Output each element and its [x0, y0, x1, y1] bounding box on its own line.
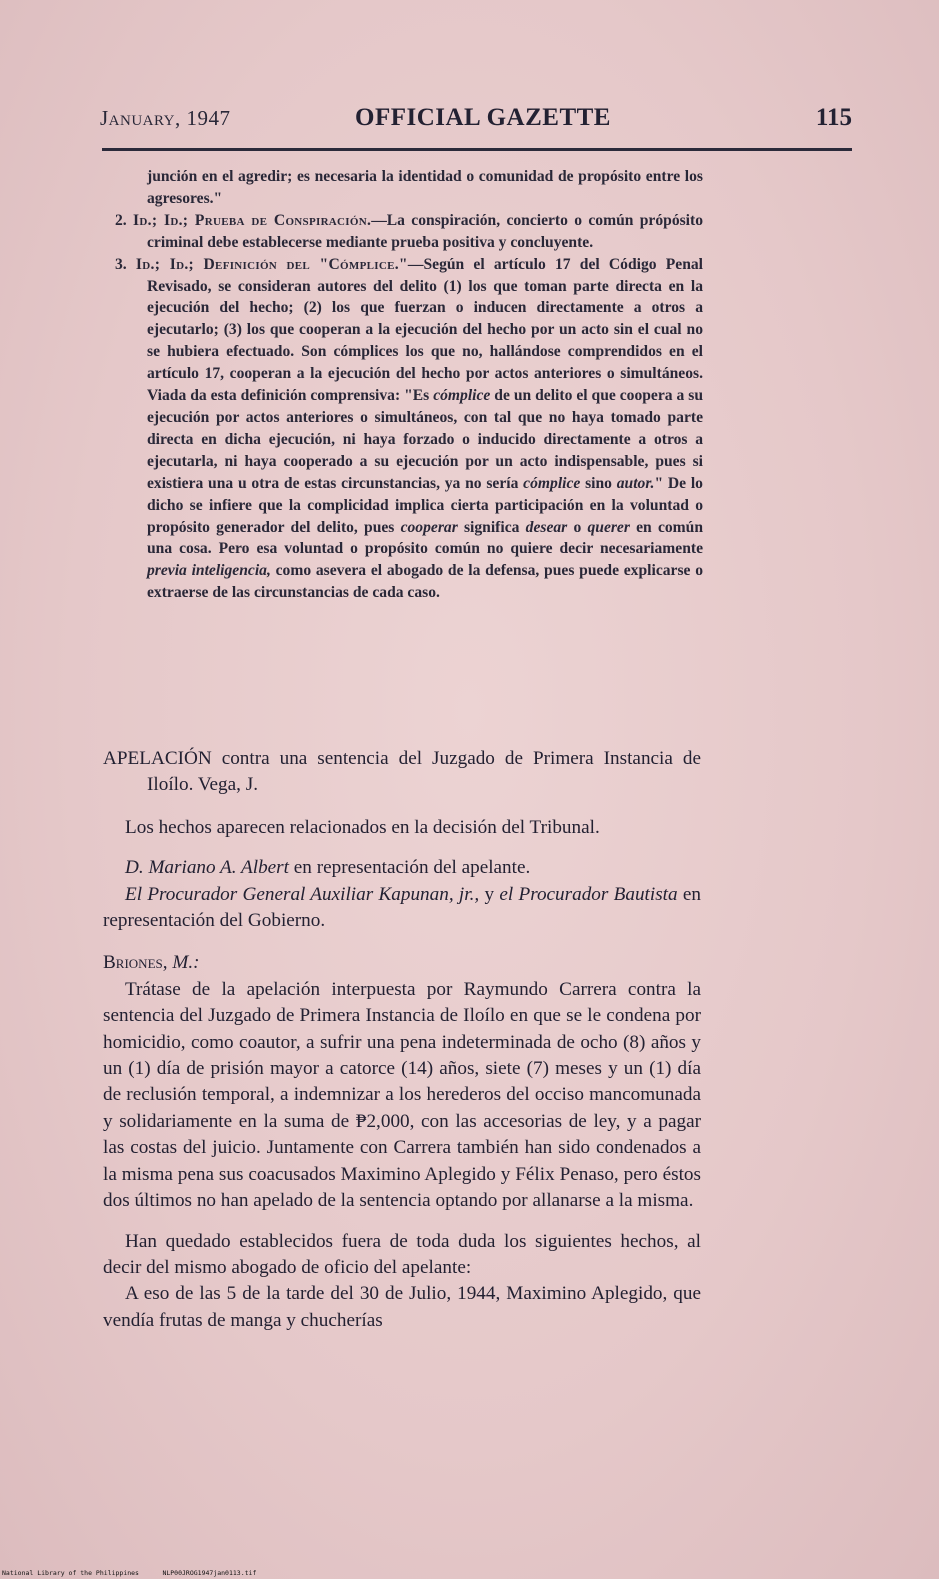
italic-term: previa inteligencia,: [147, 562, 271, 580]
appeal-caption: APELACIÓN contra una sentencia del Juzgado de Primera Instancia de Iloílo. Vega, J.: [103, 748, 701, 796]
paragraph: Han quedado establecidos fuera de toda duda los siguientes hechos, al decir del mismo abogado de oficio del apelante:: [103, 1230, 701, 1278]
item-text: en común una cosa. Pero esa voluntad o propósito común no quiere decir necesariamente: [147, 518, 703, 558]
paragraph: Trátase de la apelación interpuesta por Raymundo Carrera contra la sentencia del Juzgado de Primera Instancia de Iloílo en que se le condena por homicidio, como coautor, a sufrir una pena indeterminada de ocho (8) años y un (1) día de prisión mayor a catorce (14) años, siete (7) meses y un (1) día de reclusión temporal, a indemnizar a los herederos del occiso mancomunada y solidariamente en la suma de ₱2,000, con las accesorias de ley, y a pagar las costas del juicio. Juntamente con Carrera también han sido condenados a la misma pena sus coacusados Maximino Aplegido y Félix Penaso, pero éstos dos últimos no han apelado de la sentencia optando por allanarse a la misma.: [103, 978, 701, 1212]
running-header: [100, 104, 852, 138]
counsel-name: el Procurador Bautista: [499, 883, 678, 905]
ponente-name: Briones,: [103, 952, 168, 974]
italic-term: cooperar: [400, 518, 458, 536]
item-text: significa: [457, 518, 526, 536]
italic-term: autor.: [616, 474, 655, 492]
counsel-conj: y: [479, 883, 500, 905]
page-number: 115: [815, 104, 852, 131]
italic-term: cómplice: [433, 387, 491, 405]
syllabus-item-2: [103, 210, 703, 254]
ponente-title: M.:: [167, 952, 200, 974]
paragraph: A eso de las 5 de la tarde del 30 de Julio, 1944, Maximino Aplegido, que vendía frutas de manga y chucherías: [103, 1283, 701, 1331]
item-text: —Según el artículo 17 del Código Penal Revisado, se consideran autores del delito (1) los que toman parte directa en la ejecución del hecho; (2) los que fuerzan o inducen directamente a otros a ejecutarlo; (3) los que cooperan a la ejecución del hecho por un acto sin el cual no se hubiera efectuado. Son cómplices los que no, hallándose comprendidos en el artículo 17, cooperan a la ejecución del hecho por actos anteriores o simultáneos. Viada da esta definición comprensiva: "Es: [147, 255, 703, 405]
item-text: de un delito el que coopera a su ejecución por actos anteriores o simultáneos, con tal que no haya tomado parte directa en dicha ejecución, ni haya forzado o inducido directamente a otros a ejecutarla, ni haya cooperado a su ejecución por un acto indispensable, pues si existiera una u otra de estas circunstancias, ya no sería: [147, 387, 703, 492]
header-title: OFFICIAL GAZETTE: [355, 104, 611, 131]
syllabus-item-3: [103, 254, 703, 605]
counsel-name: El Procurador General Auxiliar Kapunan, jr.,: [125, 883, 480, 905]
counsel-government: [103, 882, 701, 935]
item-text: como asevera el abogado de la defensa, pues puede explicarse o extraerse de las circunstancias de cada caso.: [147, 562, 703, 602]
counsel-role: en representación del Gobierno.: [103, 883, 701, 932]
item-heading: Id.; Id.; Definición del "Cómplice.": [135, 255, 408, 273]
facts-statement: Los hechos aparecen relacionados en la decisión del Tribunal.: [125, 816, 600, 838]
ponente: [103, 950, 701, 976]
header-rule: [102, 148, 852, 151]
item-heading: Id.; Id.; Prueba de Conspiración.: [133, 211, 372, 229]
scan-footer: National Library of the Philippines NLP00JROG1947jan0113.tif: [2, 1569, 257, 1577]
item-text: —La conspiración, concierto o común própósito criminal debe establecerse mediante prueba positiva y concluyente.: [147, 211, 704, 251]
item-text: " De lo dicho se infiere que la complicidad implica cierta participación en la voluntad o propósito generador del delito, pues: [147, 474, 703, 536]
decision-body: [103, 746, 701, 1334]
counsel-name: D. Mariano A. Albert: [125, 857, 289, 879]
counsel-role: en representación del apelante.: [288, 857, 531, 879]
item-number: 2.: [115, 211, 127, 229]
syllabus-block: [103, 166, 703, 604]
item-number: 3.: [115, 255, 127, 273]
item-text: sino: [580, 474, 617, 492]
italic-term: querer: [587, 518, 630, 536]
italic-term: desear: [525, 518, 568, 536]
counsel-appellant: [103, 855, 701, 881]
header-date: January, 1947: [100, 106, 231, 130]
syllabus-continuation: junción en el agredir; es necesaria la identidad o comunidad de propósito entre los agresores.": [147, 168, 703, 207]
italic-term: cómplice: [523, 474, 581, 492]
item-text: o: [567, 518, 588, 536]
